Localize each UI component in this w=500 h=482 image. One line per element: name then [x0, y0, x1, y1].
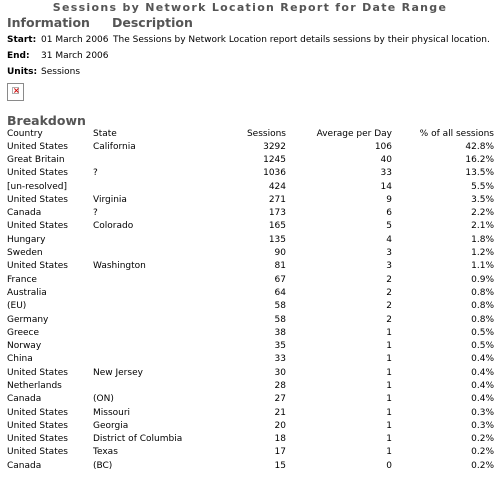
description-text: The Sessions by Network Location report details sessions by their physical location. — [113, 35, 490, 45]
cell-percent: 16.2% — [465, 154, 494, 165]
cell-percent: 5.5% — [471, 181, 494, 192]
cell-sessions: 64 — [274, 287, 286, 298]
information-heading: Information — [7, 15, 90, 30]
table-row — [5, 286, 496, 299]
cell-state — [91, 246, 213, 259]
table-row — [5, 140, 496, 153]
table-row — [5, 366, 496, 379]
cell-country: Norway — [7, 341, 42, 352]
cell-sessions: 30 — [274, 367, 286, 378]
table-row — [5, 246, 496, 259]
units-label: Units: — [7, 67, 38, 77]
cell-percent: 0.3% — [471, 407, 494, 418]
breakdown-heading: Breakdown — [7, 113, 86, 128]
cell-percent: 0.2% — [471, 447, 494, 458]
column-header-sessions: Sessions — [246, 128, 286, 139]
table-row — [5, 353, 496, 366]
table-header-row — [5, 127, 496, 140]
cell-sessions: 27 — [274, 394, 286, 405]
cell-country: Canada — [7, 208, 42, 219]
cell-country: United States — [7, 168, 68, 179]
cell-average-per-day: 9 — [386, 194, 392, 205]
table-row — [5, 193, 496, 206]
cell-country: United States — [7, 420, 68, 431]
cell-state — [91, 313, 213, 326]
cell-sessions: 67 — [274, 274, 286, 285]
cell-state: Washington — [93, 261, 146, 272]
cell-average-per-day: 14 — [380, 181, 392, 192]
table-row — [5, 260, 496, 273]
cell-sessions: 58 — [274, 301, 286, 312]
cell-percent: 1.1% — [471, 261, 494, 272]
cell-country: (EU) — [7, 301, 27, 312]
cell-country: Germany — [7, 314, 49, 325]
cell-average-per-day: 4 — [386, 234, 392, 245]
cell-percent: 13.5% — [465, 168, 494, 179]
cell-state: (BC) — [93, 460, 113, 471]
cell-percent: 0.4% — [471, 380, 494, 391]
cell-country: United States — [7, 407, 68, 418]
cell-percent: 0.5% — [471, 341, 494, 352]
table-row — [5, 167, 496, 180]
cell-sessions: 21 — [274, 407, 286, 418]
cell-average-per-day: 40 — [380, 154, 392, 165]
column-header-percent-of-sessions: % of all sessions — [419, 128, 494, 139]
cell-state: ? — [93, 208, 98, 219]
table-row — [5, 233, 496, 246]
cell-average-per-day: 0 — [386, 460, 392, 471]
cell-percent: 0.8% — [471, 287, 494, 298]
cell-average-per-day: 1 — [386, 447, 392, 458]
cell-state — [91, 273, 213, 286]
cell-percent: 0.5% — [471, 327, 494, 338]
cell-country: Greece — [7, 327, 40, 338]
cell-state — [91, 353, 213, 366]
cell-country: Hungary — [7, 234, 46, 245]
cell-average-per-day: 1 — [386, 394, 392, 405]
cell-country: France — [7, 274, 37, 285]
table-body — [5, 140, 496, 472]
cell-average-per-day: 3 — [386, 261, 392, 272]
cell-percent: 0.2% — [471, 460, 494, 471]
cell-sessions: 28 — [274, 380, 286, 391]
cell-country: United States — [7, 194, 68, 205]
start-label: Start: — [7, 35, 37, 45]
end-label: End: — [7, 51, 30, 61]
cell-state — [91, 233, 213, 246]
column-header-country: Country — [7, 128, 43, 139]
cell-average-per-day: 1 — [386, 380, 392, 391]
cell-sessions: 165 — [268, 221, 286, 232]
cell-sessions: 1245 — [263, 154, 286, 165]
cell-sessions: 17 — [274, 447, 286, 458]
cell-country: United States — [7, 447, 68, 458]
cell-sessions: 20 — [274, 420, 286, 431]
cell-state: District of Columbia — [93, 434, 183, 445]
cell-percent: 1.2% — [471, 248, 494, 259]
cell-percent: 42.8% — [465, 141, 494, 152]
cell-state: Missouri — [93, 407, 131, 418]
cell-state — [91, 153, 213, 166]
report-title: Sessions by Network Location Report for Date Range — [52, 1, 448, 14]
cell-state — [91, 326, 213, 339]
cell-average-per-day: 1 — [386, 327, 392, 338]
cell-percent: 0.9% — [471, 274, 494, 285]
cell-country: United States — [7, 367, 68, 378]
cell-state — [91, 180, 213, 193]
cell-percent: 0.4% — [471, 354, 494, 365]
end-value: 31 March 2006 — [41, 51, 109, 61]
breakdown-table — [5, 127, 496, 472]
table-row — [5, 419, 496, 432]
cell-sessions: 271 — [268, 194, 286, 205]
cell-average-per-day: 1 — [386, 434, 392, 445]
cell-country: [un-resolved] — [7, 181, 67, 192]
cell-sessions: 135 — [268, 234, 286, 245]
cell-average-per-day: 1 — [386, 407, 392, 418]
cell-average-per-day: 33 — [380, 168, 392, 179]
cell-average-per-day: 1 — [386, 420, 392, 431]
cell-country: Sweden — [7, 248, 43, 259]
description-heading: Description — [112, 15, 193, 30]
cell-state: Colorado — [93, 221, 134, 232]
cell-sessions: 424 — [268, 181, 286, 192]
cell-average-per-day: 1 — [386, 367, 392, 378]
cell-average-per-day: 2 — [386, 314, 392, 325]
units-value: Sessions — [41, 67, 81, 77]
cell-average-per-day: 6 — [386, 208, 392, 219]
cell-sessions: 58 — [274, 314, 286, 325]
table-row — [5, 206, 496, 219]
cell-state — [91, 300, 213, 313]
cell-sessions: 33 — [274, 354, 286, 365]
cell-percent: 2.1% — [471, 221, 494, 232]
cell-average-per-day: 3 — [386, 248, 392, 259]
cell-sessions: 1036 — [263, 168, 286, 179]
cell-percent: 0.8% — [471, 301, 494, 312]
cell-average-per-day: 5 — [386, 221, 392, 232]
cell-state: Virginia — [93, 194, 127, 205]
table-row — [5, 300, 496, 313]
cell-country: United States — [7, 141, 68, 152]
cell-state — [91, 286, 213, 299]
cell-state: New Jersey — [93, 367, 143, 378]
table-row — [5, 273, 496, 286]
cell-state: Georgia — [93, 420, 129, 431]
table-row — [5, 379, 496, 392]
cell-sessions: 35 — [274, 341, 286, 352]
cell-state: ? — [93, 168, 98, 179]
cell-country: Australia — [7, 287, 47, 298]
table-row — [5, 459, 496, 472]
cell-average-per-day: 1 — [386, 341, 392, 352]
cell-country: China — [7, 354, 33, 365]
cell-state: Texas — [93, 447, 118, 458]
cell-percent: 0.2% — [471, 434, 494, 445]
cell-state: (ON) — [93, 394, 114, 405]
table-row — [5, 406, 496, 419]
cell-percent: 0.3% — [471, 420, 494, 431]
column-header-average-per-day: Average per Day — [316, 128, 392, 139]
table-row — [5, 220, 496, 233]
table-row — [5, 393, 496, 406]
cell-sessions: 38 — [274, 327, 286, 338]
table-row — [5, 153, 496, 166]
cell-percent: 0.4% — [471, 367, 494, 378]
cell-state — [91, 379, 213, 392]
cell-percent: 0.8% — [471, 314, 494, 325]
column-header-state: State — [93, 128, 117, 139]
cell-average-per-day: 106 — [374, 141, 392, 152]
cell-country: Canada — [7, 394, 42, 405]
cell-sessions: 173 — [268, 208, 286, 219]
cell-country: United States — [7, 434, 68, 445]
table-row — [5, 339, 496, 352]
cell-percent: 1.8% — [471, 234, 494, 245]
cell-state: California — [93, 141, 136, 152]
table-row — [5, 433, 496, 446]
start-value: 01 March 2006 — [41, 35, 109, 45]
cell-percent: 0.4% — [471, 394, 494, 405]
cell-state — [91, 339, 213, 352]
cell-country: Netherlands — [7, 380, 62, 391]
table-row — [5, 180, 496, 193]
cell-country: Great Britain — [7, 154, 65, 165]
cell-average-per-day: 2 — [386, 287, 392, 298]
table-row — [5, 313, 496, 326]
table-row — [5, 446, 496, 459]
cell-sessions: 15 — [274, 460, 286, 471]
cell-average-per-day: 2 — [386, 274, 392, 285]
cell-sessions: 90 — [274, 248, 286, 259]
cell-country: Canada — [7, 460, 42, 471]
cell-average-per-day: 2 — [386, 301, 392, 312]
cell-average-per-day: 1 — [386, 354, 392, 365]
broken-image-icon: × — [7, 83, 24, 101]
table-row — [5, 326, 496, 339]
cell-sessions: 81 — [274, 261, 286, 272]
cell-country: United States — [7, 261, 68, 272]
cell-percent: 3.5% — [471, 194, 494, 205]
cell-country: United States — [7, 221, 68, 232]
cell-percent: 2.2% — [471, 208, 494, 219]
cell-sessions: 3292 — [263, 141, 286, 152]
cell-sessions: 18 — [274, 434, 286, 445]
